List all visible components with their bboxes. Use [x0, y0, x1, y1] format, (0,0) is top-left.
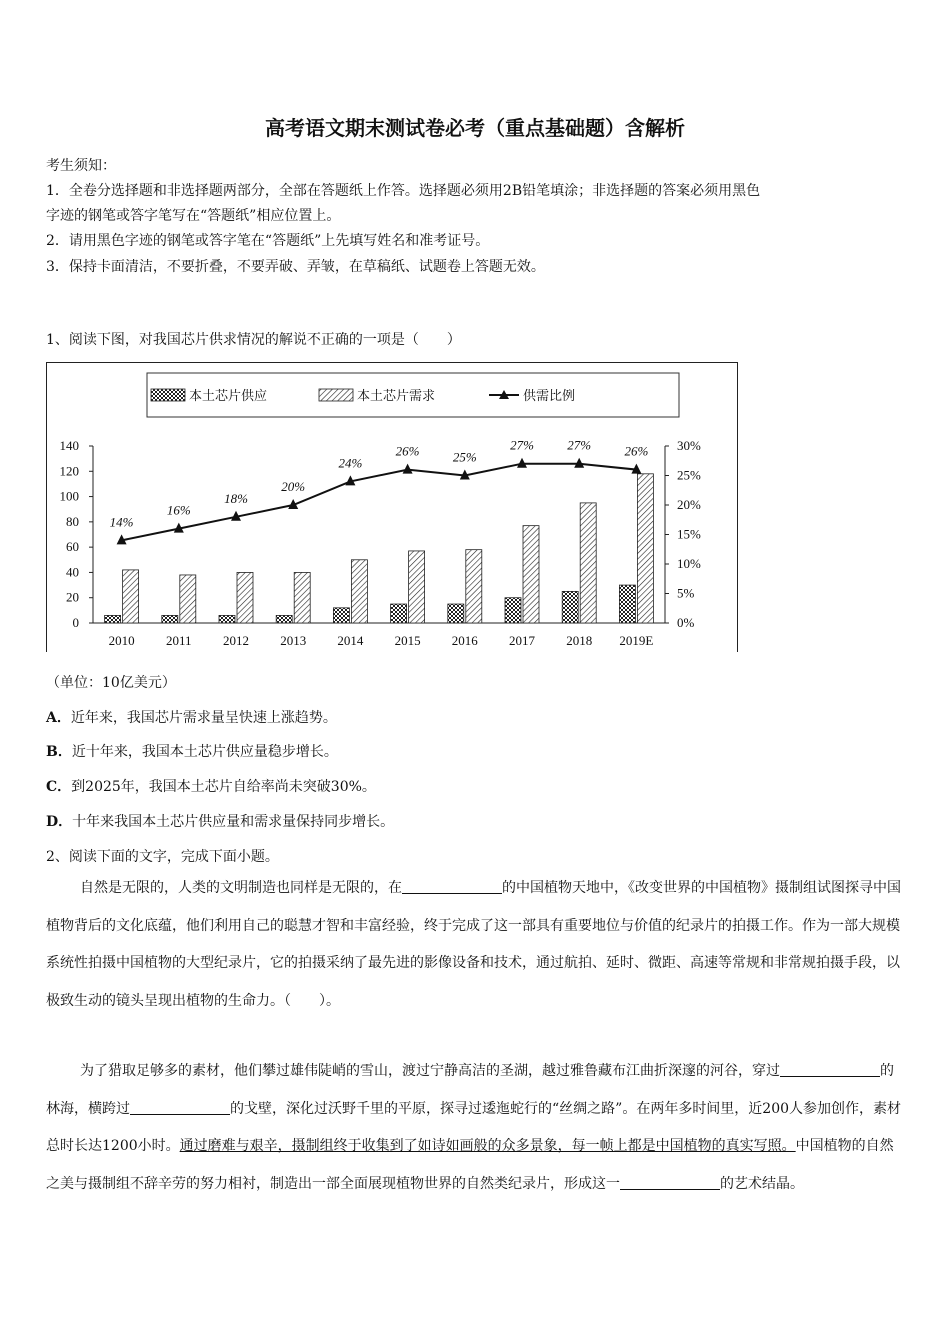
ratio-point-label: 26% [395, 443, 420, 459]
bar-demand [123, 570, 139, 623]
bar-demand [237, 572, 253, 623]
option-c[interactable] [46, 776, 376, 796]
ratio-point-label: 16% [166, 502, 191, 518]
bar-supply [448, 604, 464, 623]
notice-item: 3．保持卡面清洁，不要折叠，不要弄破、弄皱，在草稿纸、试题卷上答题无效。 [46, 259, 545, 275]
bar-supply [219, 615, 235, 623]
notice-item: 字迹的钢笔或答字笔写在“答题纸”相应位置上。 [46, 208, 341, 224]
fill-blank[interactable] [130, 1100, 230, 1115]
x-tick-label: 2017 [509, 633, 535, 648]
y-left-tick-label: 120 [59, 463, 79, 479]
page-title: 高考语文期末测试卷必考（重点基础题）含解析 [265, 116, 685, 140]
x-tick-label: 2013 [280, 633, 307, 648]
x-tick-label: 2019E [619, 633, 654, 648]
y-right-tick-label: 10% [677, 556, 701, 571]
fill-blank[interactable] [780, 1062, 880, 1077]
legend-label-supply: 本土芯片供应 [189, 388, 268, 403]
option-d[interactable] [46, 811, 394, 831]
option-b[interactable] [46, 741, 338, 761]
ratio-point [403, 464, 413, 474]
y-left-tick-label: 0 [72, 615, 79, 630]
underlined-sentence: 通过磨难与艰辛，摄制组终于收集到了如诗如画般的众多景象，每一帧上都是中国植物的真实写照。 [179, 1138, 796, 1154]
ratio-point-label: 20% [281, 479, 306, 494]
bar-supply [619, 585, 635, 623]
chart-unit-note: （单位：10亿美元） [46, 675, 176, 691]
question-1-stem: 1、阅读下图，对我国芯片供求情况的解说不正确的一项是（ ） [46, 332, 461, 348]
option-label: C． [46, 779, 72, 795]
y-left-tick-label: 100 [59, 488, 79, 504]
y-left-tick-label: 60 [66, 539, 79, 555]
passage-text: 自然是无限的，人类的文明制造也同样是无限的，在 [80, 880, 402, 896]
option-text: 近十年来，我国本土芯片供应量稳步增长。 [71, 744, 338, 760]
ratio-line [122, 464, 637, 541]
ratio-point-label: 26% [624, 443, 649, 459]
bar-supply [391, 604, 407, 623]
ratio-point-label: 27% [567, 437, 592, 453]
y-right-tick-label: 20% [677, 497, 701, 512]
option-text: 十年来我国本土芯片供应量和需求量保持同步增长。 [72, 814, 395, 830]
bar-demand [294, 572, 310, 623]
ratio-point-label: 24% [338, 455, 363, 471]
x-tick-label: 2011 [166, 633, 192, 648]
option-label: D． [46, 814, 73, 830]
y-right-tick-label: 25% [677, 467, 701, 483]
legend-label-demand: 本土芯片需求 [357, 388, 436, 403]
passage-paragraph-1 [46, 870, 906, 1020]
passage-text: 为了猎取足够多的素材，他们攀过雄伟陡峭的雪山，渡过宁静高洁的圣湖，越过雅鲁藏布江曲折深邃的河谷，穿过 [80, 1063, 780, 1079]
option-a[interactable] [46, 707, 337, 727]
option-text: 近年来，我国芯片需求量呈快速上涨趋势。 [70, 710, 337, 726]
passage-text: 的艺术结晶。 [720, 1175, 804, 1192]
bar-supply [105, 615, 121, 623]
notice-heading: 考生须知： [46, 158, 116, 174]
legend-swatch-supply [151, 389, 185, 401]
passage-text: 的戈壁，深化过沃野千里的平原，探寻过逶迤蛇行的“丝绸之路”。在两年多时间里，近200人参加创作，素材总时长达1200小时。 [46, 1100, 902, 1154]
y-left-tick-label: 20 [66, 589, 79, 605]
x-tick-label: 2014 [337, 633, 364, 648]
legend-label-ratio: 供需比例 [523, 388, 576, 403]
bar-demand [351, 560, 367, 623]
bar-supply [276, 615, 292, 623]
x-tick-label: 2016 [451, 633, 478, 648]
ratio-point-label: 25% [452, 449, 477, 465]
ratio-point-label: 14% [109, 514, 134, 530]
question-2-stem: 2、阅读下面的文字，完成下面小题。 [46, 849, 279, 865]
fill-blank[interactable] [402, 879, 502, 894]
option-text: 到2025年，我国本土芯片自给率尚未突破30%。 [71, 779, 376, 795]
bar-supply [162, 615, 178, 623]
bar-demand [180, 575, 196, 623]
legend-swatch-demand [319, 389, 353, 401]
passage-text: 中国植物的自然之美与摄制组不辞辛劳的努力相衬，制造出一部全面展现植物世界的自然类纪录片，形成这一 [46, 1138, 894, 1192]
bar-demand [409, 551, 425, 623]
bar-demand [580, 503, 596, 623]
chip-supply-demand-chart [46, 362, 738, 652]
y-left-tick-label: 40 [66, 564, 79, 580]
bar-supply [333, 608, 349, 623]
notice-item: 1．全卷分选择题和非选择题两部分，全部在答题纸上作答。选择题必须用2B铅笔填涂；非选择题的答案必须用黑色 [46, 183, 761, 199]
bar-demand [523, 526, 539, 623]
x-tick-label: 2015 [394, 633, 421, 648]
y-right-tick-label: 30% [677, 438, 701, 453]
passage-text: 的中国植物天地中，《改变世界的中国植物》摄制组试图探寻中国植物背后的文化底蕴，他们利用自己的聪慧才智和丰富经验，终于完成了这一部具有重要地位与价值的纪录片的拍摄工作。作为一部大规模系统性拍摄中国植物的大型纪录片，它的拍摄采纳了最先进的影像设备和技术，通过航拍、延时、微距、高速等常规和非常规拍摄手段，以极致生动的镜头呈现出植物的生命力。（ ）。 [46, 880, 901, 1009]
y-right-tick-label: 0% [677, 615, 695, 630]
ratio-point-label: 18% [224, 490, 248, 506]
x-tick-label: 2010 [108, 633, 135, 648]
option-label: A． [46, 710, 71, 726]
y-left-tick-label: 80 [66, 513, 79, 529]
x-tick-label: 2012 [223, 633, 249, 648]
option-label: B． [46, 744, 72, 760]
y-right-tick-label: 5% [677, 585, 695, 601]
passage-paragraph-2 [46, 1053, 906, 1203]
bar-demand [466, 550, 482, 623]
bar-supply [505, 598, 521, 623]
bar-supply [562, 591, 578, 623]
bar-demand [637, 474, 653, 623]
x-tick-label: 2018 [566, 633, 593, 648]
fill-blank[interactable] [620, 1175, 720, 1190]
y-right-tick-label: 15% [677, 526, 701, 542]
passage-text: 的林海，横跨过 [46, 1063, 894, 1117]
y-left-tick-label: 140 [59, 438, 79, 453]
ratio-point-label: 27% [510, 437, 534, 453]
notice-item: 2．请用黑色字迹的钢笔或答字笔在“答题纸”上先填写姓名和准考证号。 [46, 233, 490, 249]
